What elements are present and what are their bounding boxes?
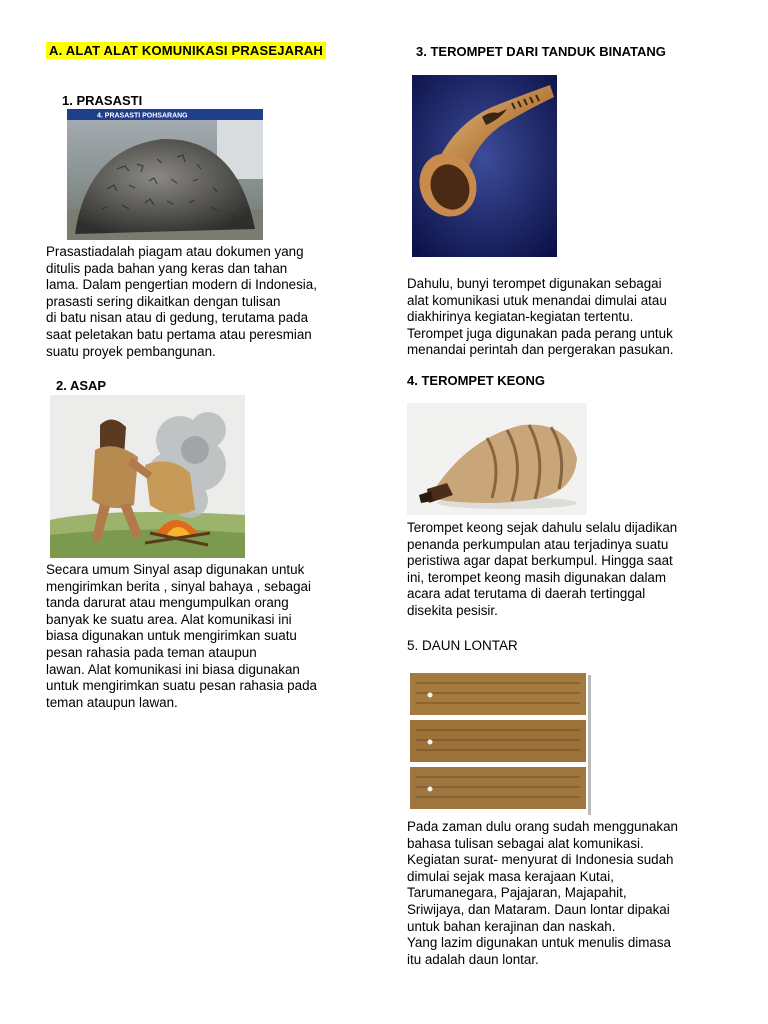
terompet-tanduk-line: menandai perintah dan pergerakan pasukan. [407, 342, 674, 358]
asap-image [50, 395, 245, 558]
daun-lontar-image [408, 671, 591, 817]
main-title: A. ALAT ALAT KOMUNIKASI PRASEJARAH [46, 42, 326, 59]
asap-line: Secara umum Sinyal asap digunakan untuk [46, 562, 305, 577]
prasasti-line: Prasastiadalah piagam atau dokumen yang [46, 244, 304, 259]
asap-line: tanda darurat atau mengumpulkan orang [46, 595, 289, 611]
daun-lontar-line: bahasa tulisan sebagai alat komunikasi. [407, 835, 644, 851]
terompet-keong-line: penanda perkumpulan atau terjadinya suatu [407, 536, 669, 552]
terompet-keong-image [407, 403, 587, 515]
terompet-tanduk-image [412, 75, 557, 257]
prasasti-line: saat peletakan batu pertama atau peresmian [46, 326, 312, 342]
terompet-keong-line: peristiwa agar dapat berkumpul. Hingga saat [407, 553, 673, 569]
daun-lontar-line: Sriwijaya, dan Mataram. Daun lontar dipakai [407, 901, 670, 917]
heading-asap: 2. ASAP [56, 378, 107, 393]
asap-line: untuk mengirimkan suatu pesan rahasia pada [46, 678, 317, 694]
prasasti-image-caption: 4. PRASASTI POHSARANG [97, 112, 188, 120]
terompet-keong-line: disekita pesisir. [407, 602, 498, 618]
terompet-keong-line: ini, terompet keong masih digunakan dalam [407, 569, 667, 585]
daun-lontar-line: Kegiatan surat- menyurat di Indonesia sudah [407, 852, 674, 868]
daun-lontar-line: dimulai sejak masa kerajaan Kutai, [407, 868, 614, 884]
terompet-tanduk-line: diakhirinya kegiatan-kegiatan tertentu. [407, 309, 634, 325]
prasasti-line: prasasti sering dikaitkan dengan tulisan [46, 293, 281, 309]
prasasti-line: ditulis pada bahan yang keras dan tahan [46, 260, 288, 276]
terompet-keong-line: acara adat terutama di daerah tertinggal [407, 586, 646, 602]
asap-paragraph [46, 562, 317, 711]
prasasti-paragraph [46, 244, 317, 360]
terompet-keong-paragraph [407, 520, 677, 620]
daun-lontar-line: itu adalah daun lontar. [407, 951, 539, 967]
asap-line: pesan rahasia pada teman ataupun [46, 644, 257, 660]
asap-line: banyak ke suatu area. Alat komunikasi ini [46, 611, 292, 627]
terompet-tanduk-paragraph [407, 276, 674, 359]
terompet-tanduk-line: Terompet juga digunakan pada perang untuk [407, 325, 673, 341]
terompet-tanduk-line: Dahulu, bunyi terompet digunakan sebagai [407, 276, 662, 291]
prasasti-image [67, 109, 263, 240]
terompet-keong-line: Terompet keong sejak dahulu selalu dijadikan [407, 520, 678, 535]
heading-terompet-tanduk: 3. TEROMPET DARI TANDUK BINATANG [416, 44, 666, 59]
asap-line: lawan. Alat komunikasi ini biasa digunakan [46, 661, 300, 677]
daun-lontar-line: Yang lazim digunakan untuk menulis dimasa [407, 935, 671, 951]
heading-prasasti: 1. PRASASTI [62, 93, 143, 108]
prasasti-line: suatu proyek pembangunan. [46, 343, 216, 359]
heading-daun-lontar: 5. DAUN LONTAR [407, 638, 518, 653]
terompet-tanduk-line: alat komunikasi utuk menandai dimulai atau [407, 292, 667, 308]
asap-line: teman ataupun lawan. [46, 694, 178, 710]
heading-terompet-keong: 4. TEROMPET KEONG [407, 373, 545, 388]
daun-lontar-line: Tarumanegara, Pajajaran, Majapahit, [407, 885, 627, 901]
asap-line: biasa digunakan untuk mengirimkan suatu [46, 628, 297, 644]
daun-lontar-line: Pada zaman dulu orang sudah menggunakan [407, 819, 678, 834]
prasasti-line: di batu nisan atau di gedung, terutama pada [46, 310, 309, 326]
asap-line: mengirimkan berita , sinyal bahaya , sebagai [46, 578, 311, 594]
daun-lontar-paragraph [407, 819, 678, 968]
daun-lontar-line: untuk bahan kerajinan dan naskah. [407, 918, 616, 934]
prasasti-line: lama. Dalam pengertian modern di Indonesia, [46, 277, 317, 293]
